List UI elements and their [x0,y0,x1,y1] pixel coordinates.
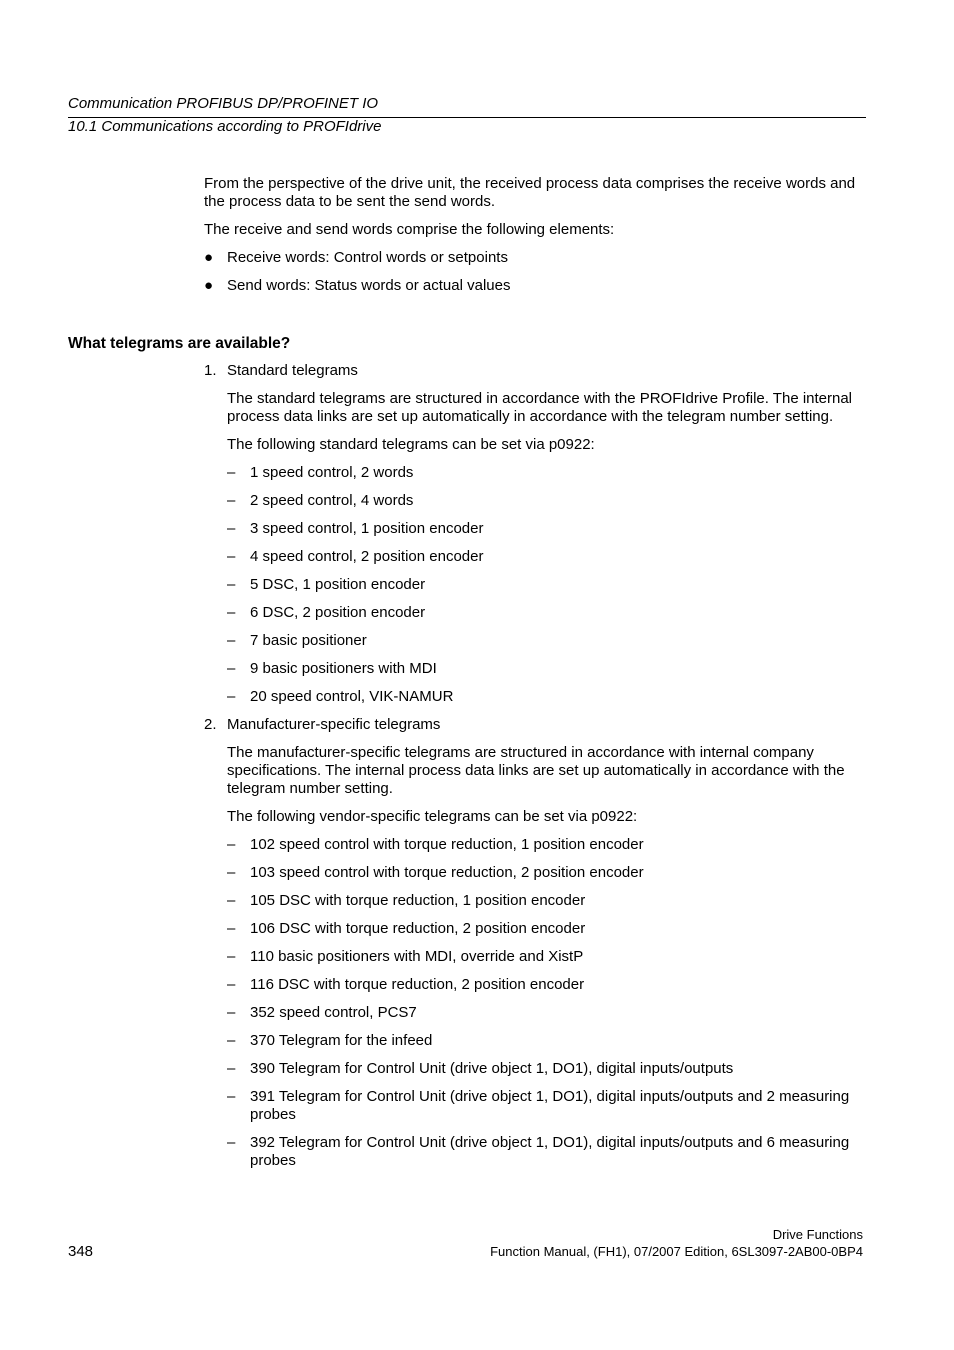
list-lead: The following standard telegrams can be set via p0922: [227,436,595,453]
list-item-standard [204,362,866,380]
entry-text: 9 basic positioners with MDI [250,660,437,677]
entry-text: 103 speed control with torque reduction, 2 position encoder [250,864,644,881]
telegram-list [204,362,866,1180]
entry-text: 4 speed control, 2 position encoder [250,548,484,565]
entry-text: 7 basic positioner [250,632,367,649]
bullet-text: Receive words: Control words or setpoints [227,249,508,266]
dash-icon: – [227,1032,236,1049]
bullet-item [204,249,864,267]
list-entry [204,1032,866,1050]
list-entry [204,464,866,482]
bullet-item [204,277,864,295]
entry-text: 20 speed control, VIK-NAMUR [250,688,454,705]
dash-icon: – [227,864,236,881]
list-title: Manufacturer-specific telegrams [227,716,441,733]
entry-text: 370 Telegram for the infeed [250,1032,433,1049]
dash-icon: – [227,688,236,705]
list-description: The standard telegrams are structured in accordance with the PROFIdrive Profile. The internal process data links are set up automatically in accordance with the telegram number setting. [227,390,853,425]
dash-icon: – [227,1088,236,1105]
entry-text: 352 speed control, PCS7 [250,1004,417,1021]
dash-icon: – [227,1060,236,1077]
dash-icon: – [227,1134,236,1151]
list-entry [204,948,866,966]
bullet-icon: ● [204,277,214,294]
list-entry [204,976,866,994]
dash-icon: – [227,836,236,853]
list-entry [204,660,866,678]
list-entry [204,632,866,650]
dash-icon: – [227,604,236,621]
list-entry [204,604,866,622]
footer-title: Drive Functions [772,1227,863,1242]
dash-icon: – [227,1004,236,1021]
list-item-manufacturer [204,716,866,734]
entry-text: 106 DSC with torque reduction, 2 position encoder [250,920,586,937]
page-number: 348 [68,1243,94,1260]
dash-icon: – [227,520,236,537]
entry-text: 391 Telegram for Control Unit (drive object 1, DO1), digital inputs/outputs and 2 measuring probes [250,1088,850,1123]
dash-icon: – [227,632,236,649]
list-entry [204,920,866,938]
bullet-text: Send words: Status words or actual values [227,277,511,294]
list-entry [204,1134,866,1170]
list-number: 1. [204,362,217,379]
entry-text: 110 basic positioners with MDI, override and XistP [250,948,584,965]
entry-text: 3 speed control, 1 position encoder [250,520,484,537]
list-entry [204,520,866,538]
list-entry [204,688,866,706]
bullet-icon: ● [204,249,214,266]
dash-icon: – [227,576,236,593]
list-description: The manufacturer-specific telegrams are structured in accordance with internal company specifications. The internal process data links are set up automatically in accordance with the telegram number setting. [227,744,845,797]
list-entry [204,548,866,566]
list-lead: The following vendor-specific telegrams can be set via p0922: [227,808,638,825]
entry-text: 116 DSC with torque reduction, 2 position encoder [250,976,585,993]
dash-icon: – [227,660,236,677]
entry-text: 2 speed control, 4 words [250,492,414,509]
section-heading: What telegrams are available? [68,335,291,352]
list-entry [204,1088,866,1124]
list-entry [204,836,866,854]
dash-icon: – [227,892,236,909]
intro-paragraph-1: From the perspective of the drive unit, the received process data comprises the receive words and the process data to be sent the send words. [204,175,856,210]
dash-icon: – [227,492,236,509]
header-chapter: Communication PROFIBUS DP/PROFINET IO [68,95,379,112]
dash-icon: – [227,948,236,965]
entry-text: 6 DSC, 2 position encoder [250,604,426,621]
dash-icon: – [227,920,236,937]
list-entry [204,576,866,594]
intro-block [204,175,864,305]
list-entry [204,1060,866,1078]
list-entry [204,892,866,910]
entry-text: 390 Telegram for Control Unit (drive object 1, DO1), digital inputs/outputs [250,1060,734,1077]
entry-text: 1 speed control, 2 words [250,464,414,481]
dash-icon: – [227,548,236,565]
dash-icon: – [227,976,236,993]
entry-text: 102 speed control with torque reduction, 1 position encoder [250,836,644,853]
header-section: 10.1 Communications according to PROFIdrive [68,118,382,135]
list-entry [204,864,866,882]
footer-manual: Function Manual, (FH1), 07/2007 Edition, 6SL3097-2AB00-0BP4 [490,1244,863,1259]
list-title: Standard telegrams [227,362,358,379]
list-number: 2. [204,716,217,733]
entry-text: 392 Telegram for Control Unit (drive object 1, DO1), digital inputs/outputs and 6 measuring probes [250,1134,850,1169]
entry-text: 105 DSC with torque reduction, 1 position encoder [250,892,586,909]
list-entry [204,492,866,510]
list-entry [204,1004,866,1022]
entry-text: 5 DSC, 1 position encoder [250,576,426,593]
dash-icon: – [227,464,236,481]
intro-paragraph-2: The receive and send words comprise the following elements: [204,221,615,238]
